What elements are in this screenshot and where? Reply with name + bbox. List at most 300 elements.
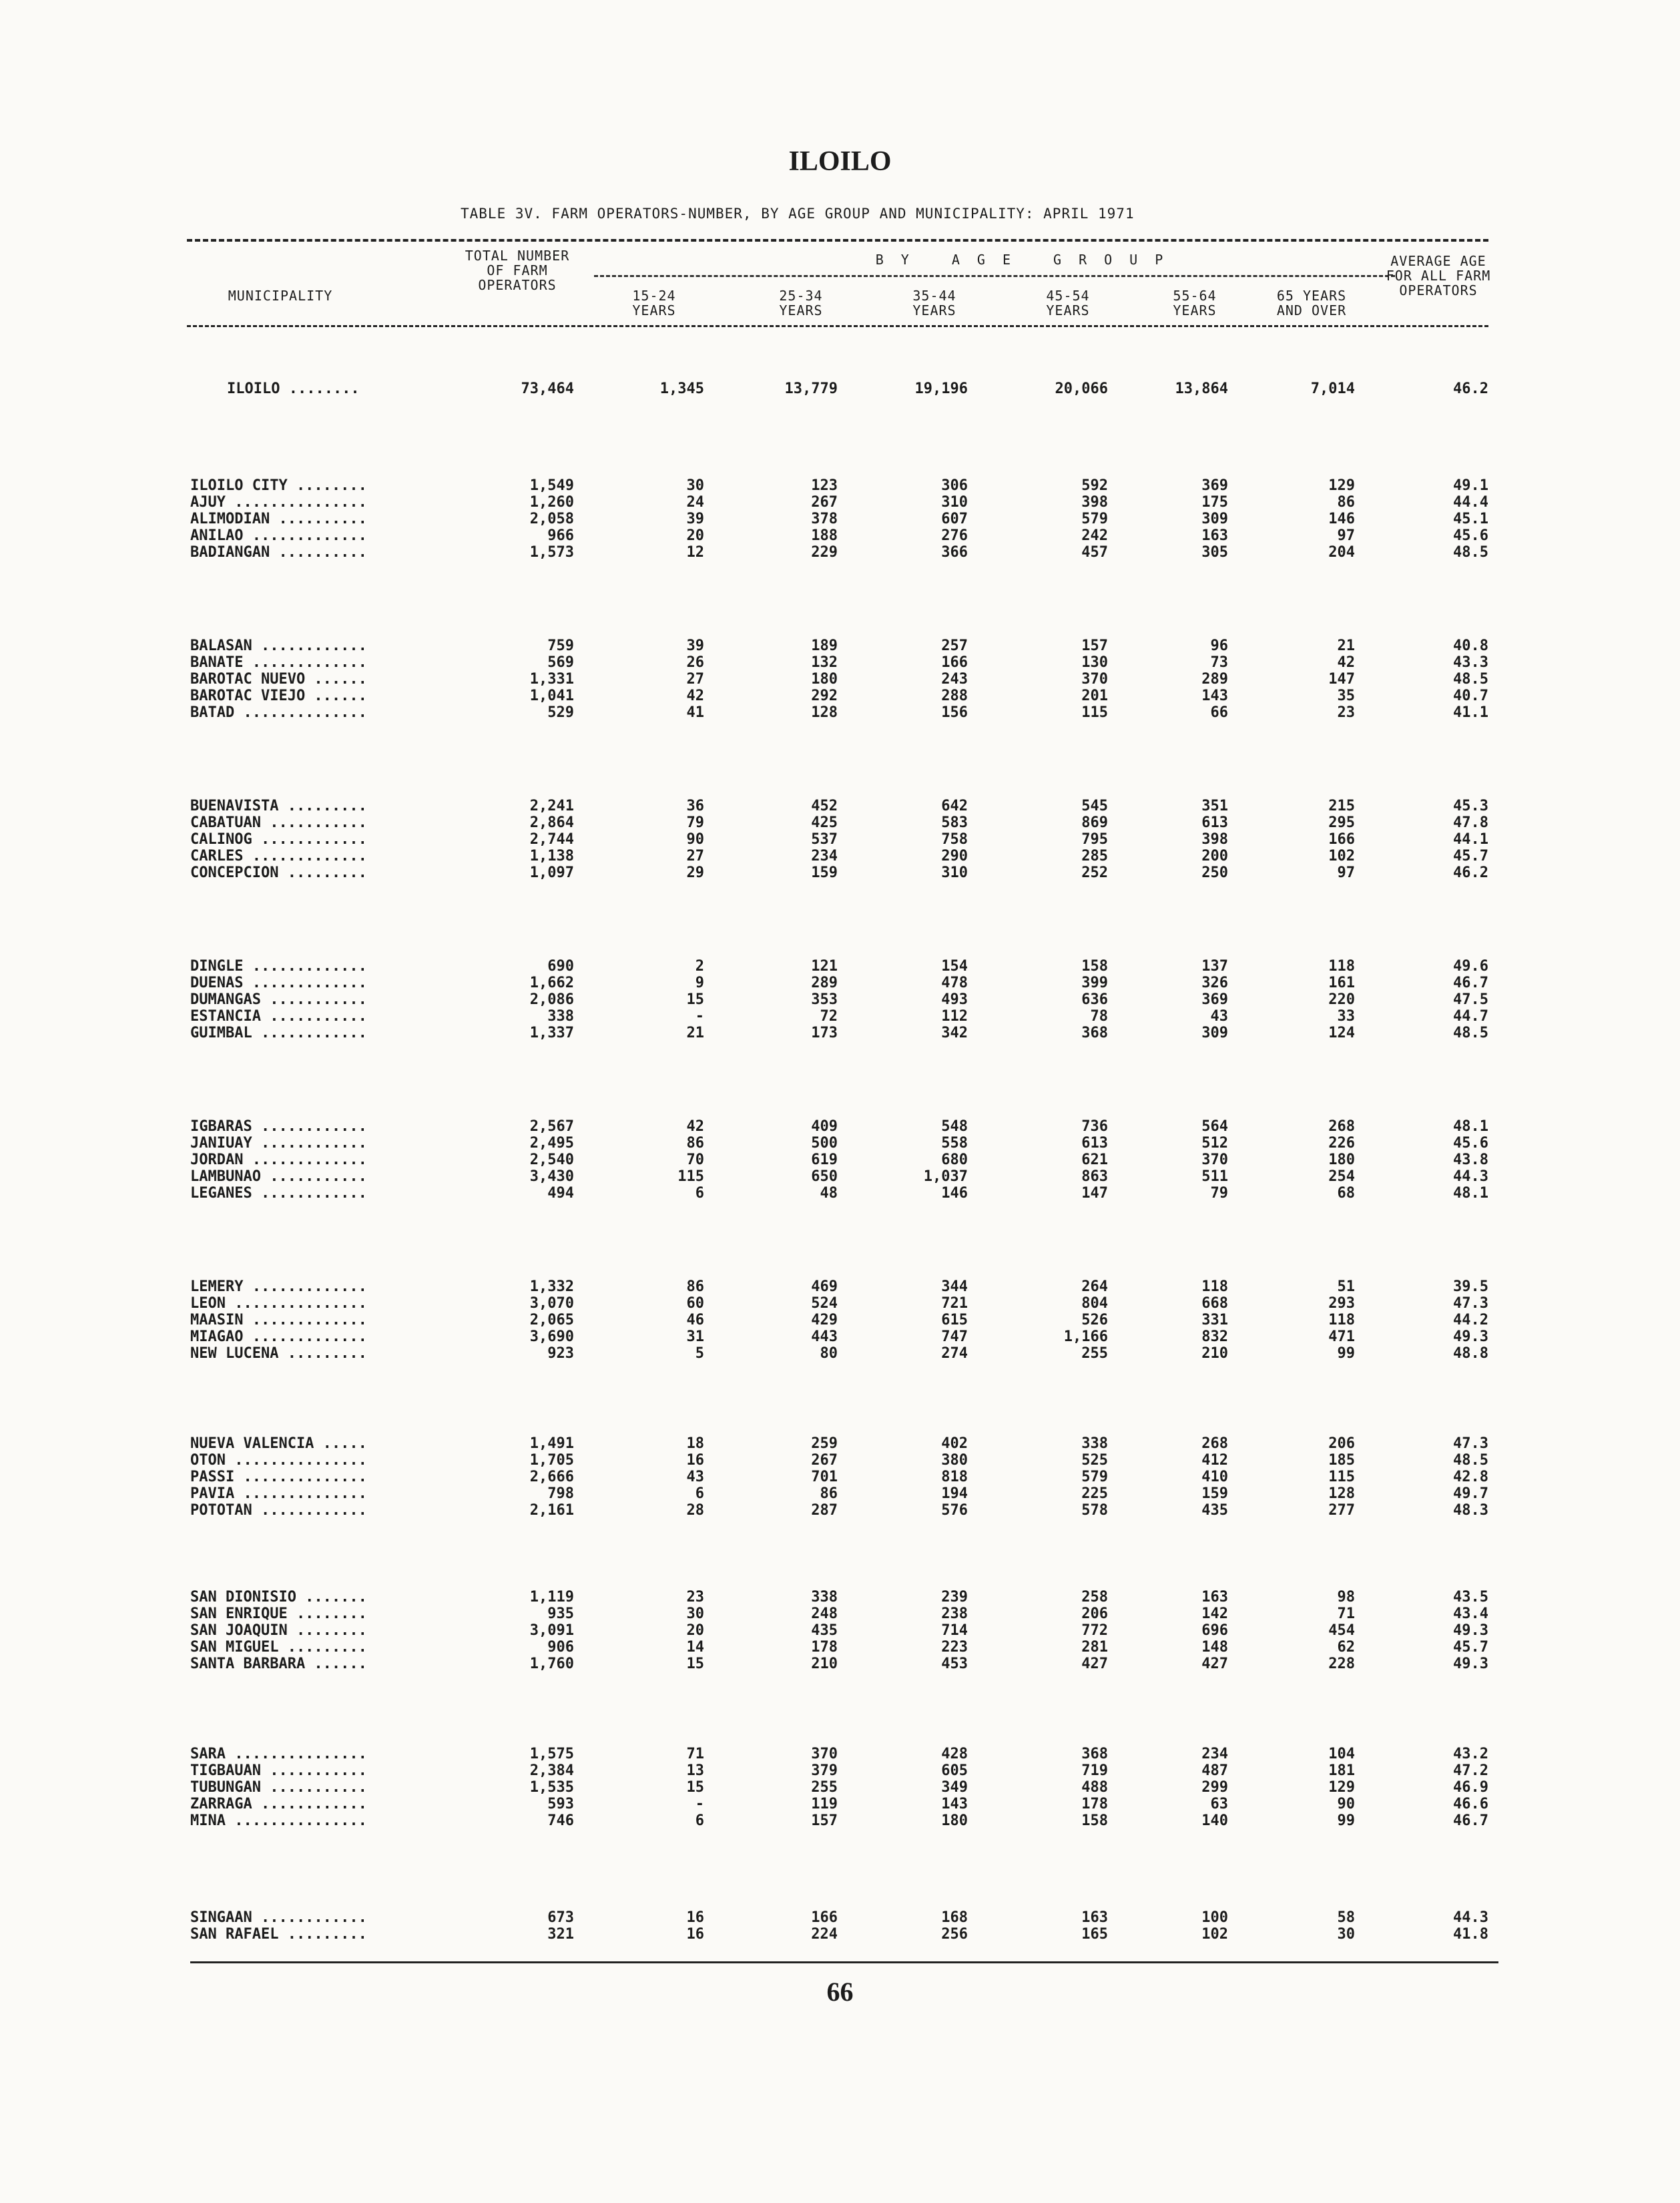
total-cell: 759	[547, 638, 574, 654]
age-15-24-cell: 115	[677, 1168, 704, 1185]
table-row	[0, 1008, 1680, 1025]
age-65-over-cell: 98	[1337, 1589, 1355, 1606]
age-35-44-cell: 274	[941, 1345, 968, 1362]
age-35-44-cell: 576	[941, 1502, 968, 1519]
header-subrule	[594, 275, 1395, 277]
average-age-cell: 49.3	[1453, 1328, 1488, 1345]
table-row	[0, 1762, 1680, 1780]
municipality-name: BAROTAC VIEJO ......	[190, 688, 367, 704]
total-cell: 2,744	[529, 831, 574, 848]
age-15-24-cell: 23	[686, 1589, 704, 1606]
age-65-over-cell: 21	[1337, 638, 1355, 654]
age-55-64-cell: 331	[1201, 1312, 1228, 1328]
age-55-64-cell: 309	[1201, 1025, 1228, 1041]
municipality-name: MINA ...............	[190, 1812, 367, 1829]
age-25-34-cell: 289	[811, 975, 838, 991]
age-45-54-cell: 399	[1081, 975, 1108, 991]
age-15-24-cell: 60	[686, 1295, 704, 1312]
age-55-64-cell: 410	[1201, 1469, 1228, 1485]
age-35-44-cell: 223	[941, 1639, 968, 1656]
table-row	[0, 1278, 1680, 1296]
total-cell: 798	[547, 1485, 574, 1502]
age-45-54-cell: 258	[1081, 1589, 1108, 1606]
age-15-24-cell: 6	[695, 1485, 704, 1502]
age-65-over-cell: 71	[1337, 1606, 1355, 1622]
average-age-cell: 49.3	[1453, 1622, 1488, 1639]
header-municipality: MUNICIPALITY	[228, 288, 333, 304]
table-row	[0, 798, 1680, 815]
age-25-34-cell: 166	[811, 1909, 838, 1926]
age-55-64-cell: 137	[1201, 958, 1228, 975]
age-25-34-cell: 48	[820, 1185, 838, 1202]
total-cell: 1,549	[529, 477, 574, 494]
age-25-34-cell: 159	[811, 865, 838, 881]
age-35-44-cell: 19,196	[914, 381, 968, 397]
age-65-over-cell: 30	[1337, 1926, 1355, 1943]
age-15-24-cell: 16	[686, 1909, 704, 1926]
age-15-24-cell: 1,345	[659, 381, 704, 397]
age-45-54-cell: 592	[1081, 477, 1108, 494]
average-age-cell: 43.2	[1453, 1746, 1488, 1762]
age-55-64-cell: 309	[1201, 511, 1228, 527]
table-row	[0, 1622, 1680, 1640]
total-cell: 1,332	[529, 1278, 574, 1295]
average-age-cell: 45.3	[1453, 798, 1488, 814]
age-25-34-cell: 701	[811, 1469, 838, 1485]
age-45-54-cell: 719	[1081, 1762, 1108, 1779]
age-35-44-cell: 615	[941, 1312, 968, 1328]
page-title: ILOILO	[788, 146, 892, 177]
age-45-54-cell: 370	[1081, 671, 1108, 688]
total-cell: 338	[547, 1008, 574, 1025]
total-cell: 2,666	[529, 1469, 574, 1485]
age-15-24-cell: 42	[686, 688, 704, 704]
municipality-name: CARLES .............	[190, 848, 367, 865]
total-cell: 3,430	[529, 1168, 574, 1185]
age-45-54-cell: 457	[1081, 544, 1108, 561]
average-age-cell: 41.8	[1453, 1926, 1488, 1943]
municipality-name: SAN RAFAEL .........	[190, 1926, 367, 1943]
age-15-24-cell: 12	[686, 544, 704, 561]
age-65-over-cell: 206	[1328, 1435, 1355, 1452]
age-35-44-cell: 180	[941, 1812, 968, 1829]
age-65-over-cell: 62	[1337, 1639, 1355, 1656]
age-55-64-cell: 564	[1201, 1118, 1228, 1135]
age-45-54-cell: 165	[1081, 1926, 1108, 1943]
total-cell: 1,138	[529, 848, 574, 865]
age-15-24-cell: 6	[695, 1185, 704, 1202]
age-45-54-cell: 157	[1081, 638, 1108, 654]
age-65-over-cell: 185	[1328, 1452, 1355, 1469]
table-row	[0, 1168, 1680, 1186]
age-35-44-cell: 583	[941, 814, 968, 831]
age-45-54-cell: 795	[1081, 831, 1108, 848]
header-65-over: 65 YEARS AND OVER	[1276, 288, 1347, 318]
age-35-44-cell: 548	[941, 1118, 968, 1135]
municipality-name: CABATUAN ...........	[190, 814, 367, 831]
municipality-name: ILOILO ........	[227, 381, 360, 397]
age-25-34-cell: 619	[811, 1152, 838, 1168]
age-55-64-cell: 369	[1201, 991, 1228, 1008]
age-65-over-cell: 35	[1337, 688, 1355, 704]
age-35-44-cell: 243	[941, 671, 968, 688]
age-55-64-cell: 696	[1201, 1622, 1228, 1639]
total-cell: 1,331	[529, 671, 574, 688]
age-25-34-cell: 86	[820, 1485, 838, 1502]
age-35-44-cell: 256	[941, 1926, 968, 1943]
municipality-name: BADIANGAN ..........	[190, 544, 367, 561]
table-row	[0, 1328, 1680, 1346]
table-row	[0, 991, 1680, 1009]
age-25-34-cell: 429	[811, 1312, 838, 1328]
age-25-34-cell: 469	[811, 1278, 838, 1295]
average-age-cell: 45.1	[1453, 511, 1488, 527]
municipality-name: SAN DIONISIO .......	[190, 1589, 367, 1606]
average-age-cell: 47.8	[1453, 814, 1488, 831]
average-age-cell: 44.3	[1453, 1909, 1488, 1926]
total-cell: 906	[547, 1639, 574, 1656]
age-35-44-cell: 166	[941, 654, 968, 671]
age-65-over-cell: 33	[1337, 1008, 1355, 1025]
header-total: TOTAL NUMBER OF FARM OPERATORS	[465, 248, 570, 293]
total-cell: 3,070	[529, 1295, 574, 1312]
average-age-cell: 45.6	[1453, 1135, 1488, 1152]
average-age-cell: 44.7	[1453, 1008, 1488, 1025]
table-row	[0, 1135, 1680, 1152]
age-25-34-cell: 72	[820, 1008, 838, 1025]
age-45-54-cell: 545	[1081, 798, 1108, 814]
age-55-64-cell: 369	[1201, 477, 1228, 494]
municipality-name: MIAGAO .............	[190, 1328, 367, 1345]
age-45-54-cell: 526	[1081, 1312, 1108, 1328]
age-15-24-cell: 71	[686, 1746, 704, 1762]
age-15-24-cell: 15	[686, 991, 704, 1008]
province-total-row	[0, 381, 1680, 398]
total-cell: 2,065	[529, 1312, 574, 1328]
age-25-34-cell: 524	[811, 1295, 838, 1312]
age-35-44-cell: 194	[941, 1485, 968, 1502]
age-65-over-cell: 147	[1328, 671, 1355, 688]
age-25-34-cell: 353	[811, 991, 838, 1008]
average-age-cell: 44.1	[1453, 831, 1488, 848]
age-15-24-cell: 86	[686, 1135, 704, 1152]
age-15-24-cell: 41	[686, 704, 704, 721]
municipality-name: LEMERY .............	[190, 1278, 367, 1295]
age-15-24-cell: 46	[686, 1312, 704, 1328]
age-35-44-cell: 112	[941, 1008, 968, 1025]
table-row	[0, 688, 1680, 705]
age-35-44-cell: 747	[941, 1328, 968, 1345]
age-15-24-cell: 5	[695, 1345, 704, 1362]
total-cell: 673	[547, 1909, 574, 1926]
age-45-54-cell: 398	[1081, 494, 1108, 511]
age-35-44-cell: 257	[941, 638, 968, 654]
age-15-24-cell: -	[695, 1008, 704, 1025]
total-cell: 1,041	[529, 688, 574, 704]
age-65-over-cell: 180	[1328, 1152, 1355, 1168]
age-55-64-cell: 159	[1201, 1485, 1228, 1502]
age-45-54-cell: 130	[1081, 654, 1108, 671]
age-15-24-cell: 15	[686, 1656, 704, 1672]
age-65-over-cell: 146	[1328, 511, 1355, 527]
average-age-cell: 43.8	[1453, 1152, 1488, 1168]
table-row	[0, 1118, 1680, 1136]
total-cell: 3,091	[529, 1622, 574, 1639]
total-cell: 2,086	[529, 991, 574, 1008]
header-25-34: 25-34 YEARS	[779, 288, 823, 318]
average-age-cell: 48.5	[1453, 671, 1488, 688]
age-15-24-cell: -	[695, 1796, 704, 1812]
age-55-64-cell: 100	[1201, 1909, 1228, 1926]
municipality-name: SAN ENRIQUE ........	[190, 1606, 367, 1622]
average-age-cell: 48.3	[1453, 1502, 1488, 1519]
age-25-34-cell: 229	[811, 544, 838, 561]
table-row	[0, 544, 1680, 561]
age-65-over-cell: 220	[1328, 991, 1355, 1008]
average-age-cell: 43.4	[1453, 1606, 1488, 1622]
average-age-cell: 44.3	[1453, 1168, 1488, 1185]
age-55-64-cell: 512	[1201, 1135, 1228, 1152]
average-age-cell: 49.3	[1453, 1656, 1488, 1672]
age-45-54-cell: 621	[1081, 1152, 1108, 1168]
age-15-24-cell: 21	[686, 1025, 704, 1041]
age-35-44-cell: 342	[941, 1025, 968, 1041]
age-45-54-cell: 285	[1081, 848, 1108, 865]
average-age-cell: 46.9	[1453, 1779, 1488, 1796]
age-15-24-cell: 27	[686, 671, 704, 688]
age-15-24-cell: 16	[686, 1926, 704, 1943]
age-25-34-cell: 379	[811, 1762, 838, 1779]
table-row	[0, 477, 1680, 495]
age-65-over-cell: 268	[1328, 1118, 1355, 1135]
age-25-34-cell: 425	[811, 814, 838, 831]
total-cell: 2,540	[529, 1152, 574, 1168]
table-row	[0, 1025, 1680, 1042]
age-55-64-cell: 210	[1201, 1345, 1228, 1362]
total-cell: 1,491	[529, 1435, 574, 1452]
age-45-54-cell: 1,166	[1063, 1328, 1108, 1345]
average-age-cell: 46.6	[1453, 1796, 1488, 1812]
age-35-44-cell: 680	[941, 1152, 968, 1168]
average-age-cell: 45.6	[1453, 527, 1488, 544]
age-35-44-cell: 402	[941, 1435, 968, 1452]
age-55-64-cell: 234	[1201, 1746, 1228, 1762]
age-25-34-cell: 157	[811, 1812, 838, 1829]
average-age-cell: 47.3	[1453, 1295, 1488, 1312]
age-25-34-cell: 132	[811, 654, 838, 671]
age-55-64-cell: 148	[1201, 1639, 1228, 1656]
age-15-24-cell: 39	[686, 511, 704, 527]
age-45-54-cell: 206	[1081, 1606, 1108, 1622]
age-45-54-cell: 264	[1081, 1278, 1108, 1295]
header-55-64: 55-64 YEARS	[1173, 288, 1217, 318]
age-35-44-cell: 607	[941, 511, 968, 527]
table-row	[0, 1589, 1680, 1606]
age-25-34-cell: 378	[811, 511, 838, 527]
age-65-over-cell: 99	[1337, 1345, 1355, 1362]
age-45-54-cell: 115	[1081, 704, 1108, 721]
age-65-over-cell: 90	[1337, 1796, 1355, 1812]
age-15-24-cell: 90	[686, 831, 704, 848]
municipality-name: GUIMBAL ............	[190, 1025, 367, 1041]
age-25-34-cell: 267	[811, 494, 838, 511]
age-55-64-cell: 427	[1201, 1656, 1228, 1672]
table-row	[0, 1469, 1680, 1486]
age-65-over-cell: 118	[1328, 958, 1355, 975]
age-45-54-cell: 427	[1081, 1656, 1108, 1672]
age-65-over-cell: 97	[1337, 527, 1355, 544]
age-65-over-cell: 68	[1337, 1185, 1355, 1202]
age-45-54-cell: 613	[1081, 1135, 1108, 1152]
total-cell: 1,260	[529, 494, 574, 511]
age-15-24-cell: 27	[686, 848, 704, 865]
age-65-over-cell: 99	[1337, 1812, 1355, 1829]
average-age-cell: 39.5	[1453, 1278, 1488, 1295]
age-55-64-cell: 326	[1201, 975, 1228, 991]
age-65-over-cell: 277	[1328, 1502, 1355, 1519]
total-cell: 321	[547, 1926, 574, 1943]
page-number: 66	[826, 1977, 854, 2007]
municipality-name: ESTANCIA ...........	[190, 1008, 367, 1025]
age-45-54-cell: 178	[1081, 1796, 1108, 1812]
header-15-24: 15-24 YEARS	[632, 288, 676, 318]
age-55-64-cell: 299	[1201, 1779, 1228, 1796]
age-35-44-cell: 642	[941, 798, 968, 814]
average-age-cell: 40.7	[1453, 688, 1488, 704]
header-average-age: AVERAGE AGE FOR ALL FARM OPERATORS	[1386, 253, 1491, 298]
age-25-34-cell: 13,779	[784, 381, 838, 397]
age-65-over-cell: 129	[1328, 1779, 1355, 1796]
total-cell: 1,575	[529, 1746, 574, 1762]
age-45-54-cell: 804	[1081, 1295, 1108, 1312]
age-45-54-cell: 242	[1081, 527, 1108, 544]
municipality-name: SAN JOAQUIN ........	[190, 1622, 367, 1639]
age-35-44-cell: 310	[941, 494, 968, 511]
table-row	[0, 494, 1680, 511]
municipality-name: AJUY ...............	[190, 494, 367, 511]
total-cell: 2,495	[529, 1135, 574, 1152]
age-35-44-cell: 493	[941, 991, 968, 1008]
age-55-64-cell: 163	[1201, 1589, 1228, 1606]
age-65-over-cell: 58	[1337, 1909, 1355, 1926]
average-age-cell: 48.8	[1453, 1345, 1488, 1362]
age-45-54-cell: 636	[1081, 991, 1108, 1008]
municipality-name: DUENAS .............	[190, 975, 367, 991]
table-row	[0, 1502, 1680, 1519]
table-row	[0, 975, 1680, 992]
age-45-54-cell: 869	[1081, 814, 1108, 831]
table-row	[0, 1312, 1680, 1329]
municipality-name: OTON ...............	[190, 1452, 367, 1469]
age-15-24-cell: 14	[686, 1639, 704, 1656]
table-row	[0, 1485, 1680, 1503]
average-age-cell: 45.7	[1453, 848, 1488, 865]
age-45-54-cell: 579	[1081, 1469, 1108, 1485]
table-row	[0, 1796, 1680, 1813]
table-row	[0, 958, 1680, 975]
age-15-24-cell: 79	[686, 814, 704, 831]
table-row	[0, 638, 1680, 655]
age-55-64-cell: 140	[1201, 1812, 1228, 1829]
age-35-44-cell: 143	[941, 1796, 968, 1812]
age-15-24-cell: 20	[686, 527, 704, 544]
average-age-cell: 45.7	[1453, 1639, 1488, 1656]
age-35-44-cell: 310	[941, 865, 968, 881]
age-55-64-cell: 398	[1201, 831, 1228, 848]
age-55-64-cell: 268	[1201, 1435, 1228, 1452]
total-cell: 2,864	[529, 814, 574, 831]
municipality-name: MAASIN .............	[190, 1312, 367, 1328]
age-25-34-cell: 173	[811, 1025, 838, 1041]
average-age-cell: 49.6	[1453, 958, 1488, 975]
average-age-cell: 42.8	[1453, 1469, 1488, 1485]
municipality-name: TIGBAUAN ...........	[190, 1762, 367, 1779]
age-25-34-cell: 128	[811, 704, 838, 721]
age-15-24-cell: 86	[686, 1278, 704, 1295]
age-65-over-cell: 471	[1328, 1328, 1355, 1345]
municipality-name: JORDAN .............	[190, 1152, 367, 1168]
age-15-24-cell: 39	[686, 638, 704, 654]
age-35-44-cell: 239	[941, 1589, 968, 1606]
municipality-name: BATAD ..............	[190, 704, 367, 721]
total-cell: 529	[547, 704, 574, 721]
age-55-64-cell: 250	[1201, 865, 1228, 881]
age-55-64-cell: 668	[1201, 1295, 1228, 1312]
age-45-54-cell: 578	[1081, 1502, 1108, 1519]
age-65-over-cell: 454	[1328, 1622, 1355, 1639]
age-55-64-cell: 487	[1201, 1762, 1228, 1779]
total-cell: 923	[547, 1345, 574, 1362]
age-25-34-cell: 500	[811, 1135, 838, 1152]
age-35-44-cell: 558	[941, 1135, 968, 1152]
average-age-cell: 48.5	[1453, 544, 1488, 561]
age-55-64-cell: 142	[1201, 1606, 1228, 1622]
age-55-64-cell: 412	[1201, 1452, 1228, 1469]
age-35-44-cell: 366	[941, 544, 968, 561]
age-35-44-cell: 168	[941, 1909, 968, 1926]
age-65-over-cell: 23	[1337, 704, 1355, 721]
age-45-54-cell: 863	[1081, 1168, 1108, 1185]
table-row	[0, 1185, 1680, 1202]
average-age-cell: 46.2	[1453, 865, 1488, 881]
table-row	[0, 831, 1680, 848]
municipality-name: NEW LUCENA .........	[190, 1345, 367, 1362]
age-55-64-cell: 435	[1201, 1502, 1228, 1519]
table-row	[0, 848, 1680, 865]
table-row	[0, 814, 1680, 832]
total-cell: 1,119	[529, 1589, 574, 1606]
age-15-24-cell: 43	[686, 1469, 704, 1485]
age-45-54-cell: 20,066	[1055, 381, 1108, 397]
table-row	[0, 671, 1680, 688]
age-45-54-cell: 252	[1081, 865, 1108, 881]
age-65-over-cell: 115	[1328, 1469, 1355, 1485]
table-row	[0, 1909, 1680, 1927]
average-age-cell: 47.2	[1453, 1762, 1488, 1779]
total-cell: 2,058	[529, 511, 574, 527]
municipality-name: ALIMODIAN ..........	[190, 511, 367, 527]
age-35-44-cell: 758	[941, 831, 968, 848]
average-age-cell: 44.4	[1453, 494, 1488, 511]
age-15-24-cell: 31	[686, 1328, 704, 1345]
age-65-over-cell: 295	[1328, 814, 1355, 831]
header-rule	[187, 325, 1488, 327]
age-55-64-cell: 66	[1210, 704, 1228, 721]
total-cell: 690	[547, 958, 574, 975]
age-25-34-cell: 452	[811, 798, 838, 814]
municipality-name: TUBUNGAN ...........	[190, 1779, 367, 1796]
total-cell: 746	[547, 1812, 574, 1829]
